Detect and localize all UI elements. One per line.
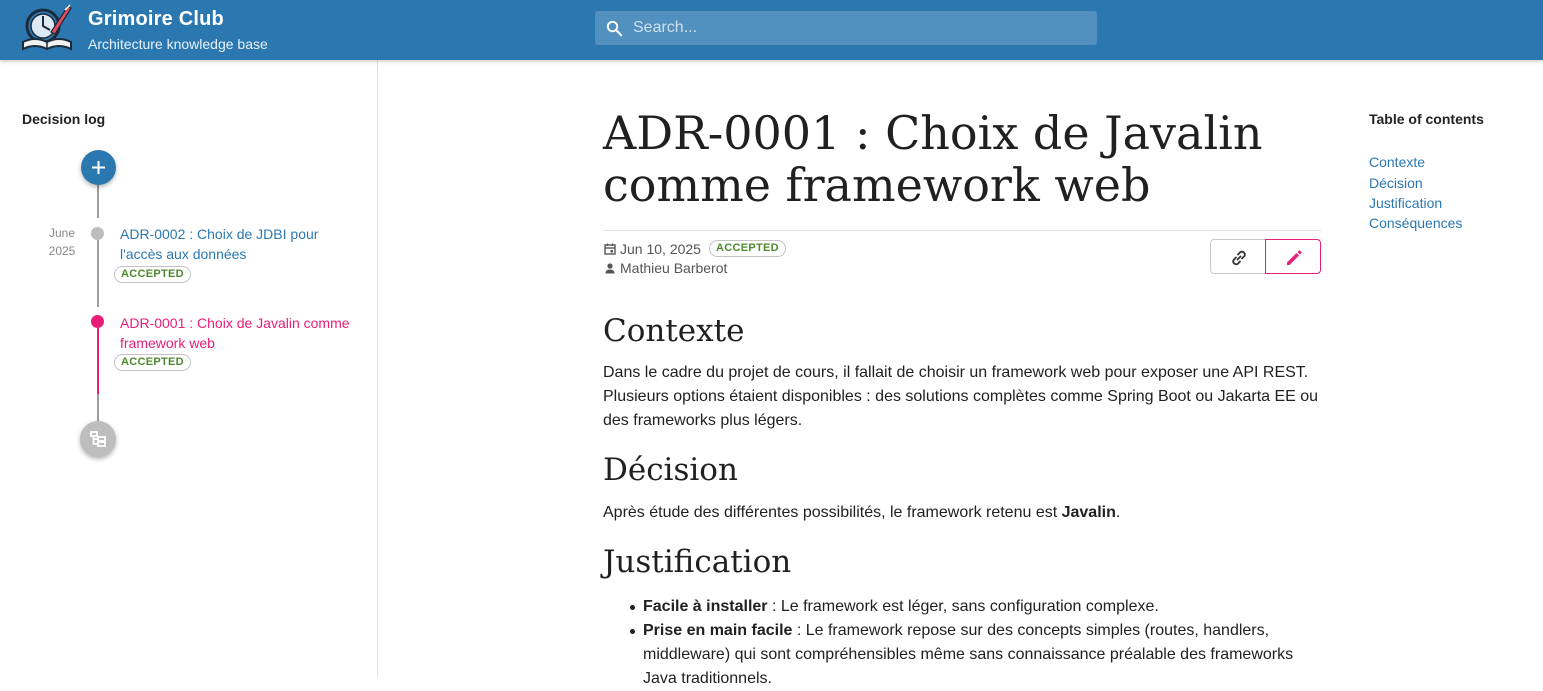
link-icon — [1228, 247, 1250, 269]
plus-icon — [90, 159, 107, 176]
person-icon — [603, 261, 617, 275]
list-item — [603, 619, 1323, 691]
section-text-decision — [603, 501, 1323, 525]
pencil-icon — [1283, 247, 1305, 269]
timeline-line-active — [97, 328, 99, 394]
toc-link-decision[interactable]: Décision — [1369, 175, 1423, 191]
timeline-dot-active — [91, 315, 104, 328]
grimoire-logo-icon[interactable] — [21, 2, 73, 52]
decision-date: Jun 10, 2025 — [620, 240, 701, 257]
toc-title: Table of contents — [1369, 111, 1484, 127]
page-title: ADR-0001 : Choix de Javalin comme framework web — [603, 106, 1263, 212]
toc-link-justification[interactable]: Justification — [1369, 195, 1443, 211]
main-content — [378, 60, 1368, 687]
timeline-line — [97, 240, 99, 307]
timeline-date-month: June — [48, 226, 76, 240]
decision-text: Après étude des différentes possibilités, le framework retenu est — [603, 504, 1062, 521]
edit-button[interactable] — [1265, 239, 1321, 274]
decision-choice: Javalin — [1061, 504, 1116, 521]
divider — [603, 230, 1321, 231]
decision-link-adr-0002[interactable]: ADR-0002 : Choix de JDBI pour l'accès aux données — [120, 226, 319, 262]
meta-date-row — [603, 240, 786, 257]
status-badge: ACCEPTED — [114, 266, 191, 283]
search-icon — [605, 19, 624, 38]
list-item-title: Prise en main facile — [643, 622, 793, 639]
timeline-date-year: 2025 — [48, 244, 76, 258]
justification-list — [603, 595, 1323, 691]
calendar-icon — [603, 242, 617, 256]
tree-icon — [89, 430, 107, 448]
tree-view-button[interactable] — [80, 421, 116, 457]
copy-link-button[interactable] — [1210, 239, 1266, 274]
list-item — [603, 595, 1323, 619]
list-item-text: : Le framework est léger, sans configuration complexe. — [767, 598, 1159, 615]
section-heading-contexte: Contexte — [603, 313, 745, 349]
decision-link-adr-0001[interactable]: ADR-0001 : Choix de Javalin comme framework web — [120, 315, 350, 351]
app-subtitle: Architecture knowledge base — [88, 36, 268, 52]
app-title[interactable]: Grimoire Club — [88, 8, 224, 30]
status-badge: ACCEPTED — [709, 240, 786, 257]
app-header — [0, 0, 1543, 60]
toc-link-contexte[interactable]: Contexte — [1369, 154, 1426, 170]
sidebar-title: Decision log — [22, 111, 106, 127]
add-decision-button[interactable] — [81, 150, 116, 185]
status-badge: ACCEPTED — [114, 354, 191, 371]
search-input[interactable] — [633, 11, 1088, 45]
author-name: Mathieu Barberot — [620, 260, 728, 276]
section-heading-justification: Justification — [603, 544, 792, 580]
search-bar[interactable] — [595, 11, 1097, 45]
decision-text-end: . — [1115, 504, 1121, 521]
meta-author-row — [603, 260, 727, 276]
decision-log-sidebar — [0, 60, 378, 678]
action-buttons — [1210, 239, 1321, 274]
toc-link-consequences[interactable]: Conséquences — [1369, 215, 1463, 231]
table-of-contents — [1368, 60, 1543, 678]
section-text-contexte: Dans le cadre du projet de cours, il fallait de choisir un framework web pour exposer une API REST. Plusieurs options étaient disponibles : des solutions complètes comme Spring Boot ou Jakarta EE ou des frameworks plus légers. — [603, 364, 1319, 429]
section-heading-decision: Décision — [603, 452, 738, 488]
timeline-dot — [91, 227, 104, 240]
list-item-text: : Le framework repose sur des concepts simples (routes, handlers, middleware) qui sont compréhensibles même sans connaissance préalable des frameworks Java traditionnels. — [643, 622, 1294, 687]
list-item-title: Facile à installer — [643, 598, 768, 615]
